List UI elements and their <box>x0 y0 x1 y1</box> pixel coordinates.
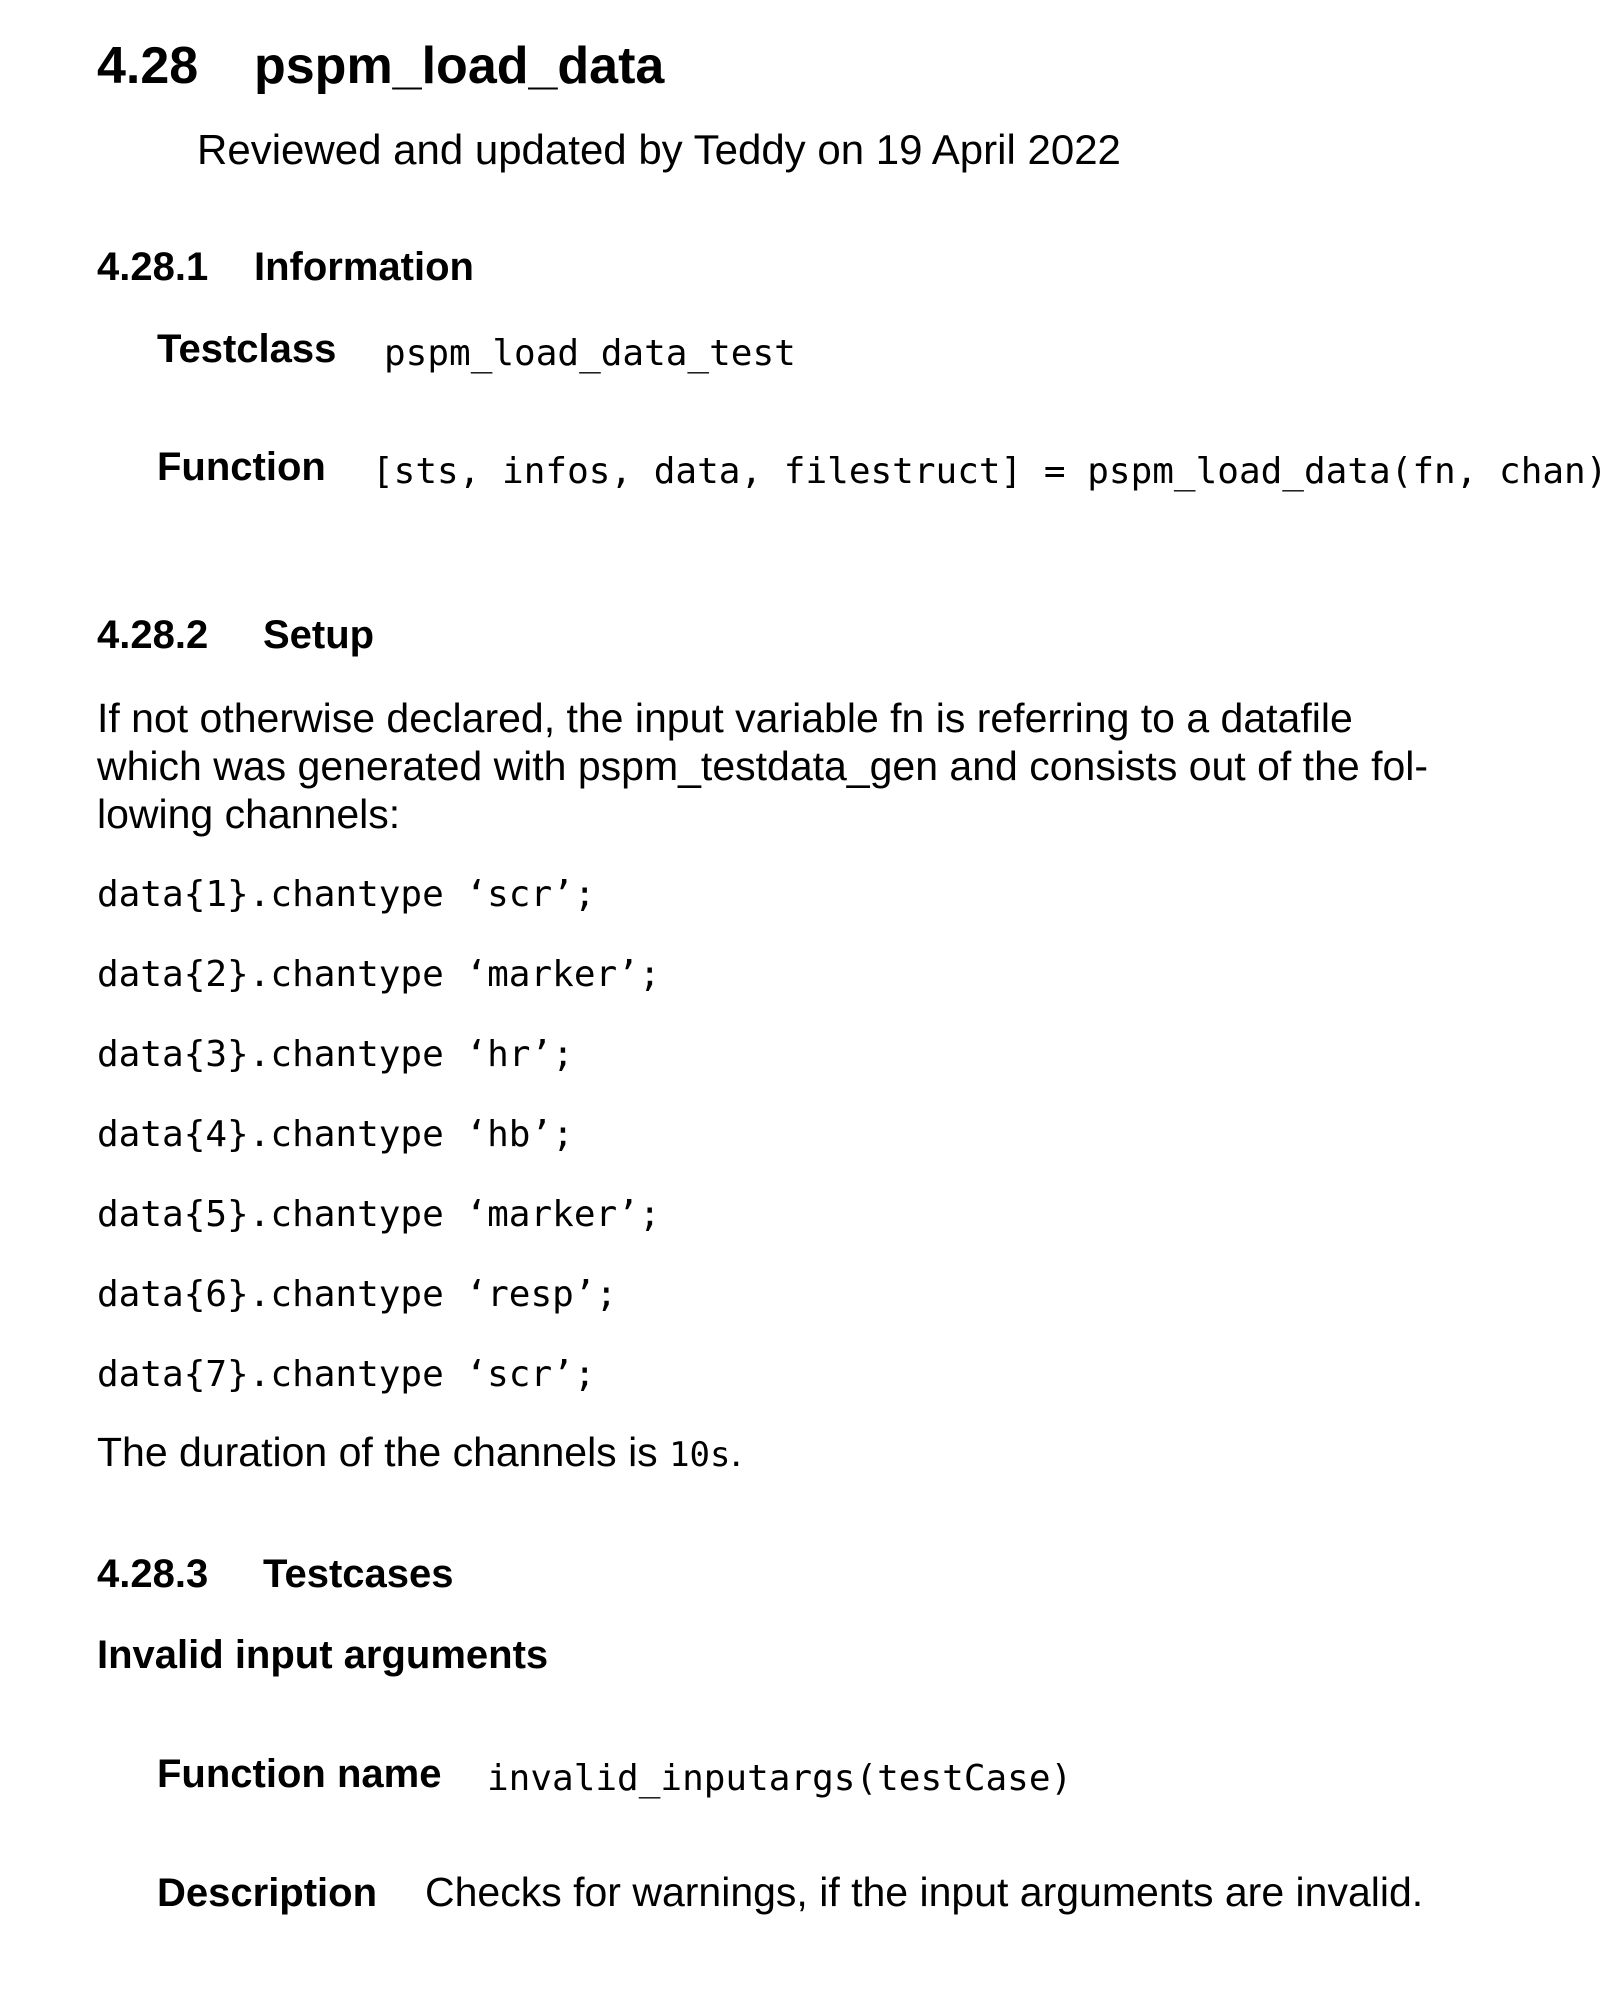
testclass-label: Testclass <box>157 327 337 371</box>
testclass-value: pspm_load_data_test <box>384 333 796 374</box>
duration-prefix: The duration of the channels is <box>97 1429 670 1475</box>
setup-paragraph <box>97 694 1428 838</box>
information-heading <box>97 245 474 290</box>
setup-title: Setup <box>263 613 375 657</box>
description-label: Description <box>157 1871 378 1915</box>
section-title: pspm_load_data <box>254 37 665 95</box>
setup-heading <box>97 613 374 658</box>
section-heading <box>97 36 664 96</box>
testcases-title: Testcases <box>263 1552 454 1596</box>
channel-line: data{1}.chantype ‘scr’; <box>97 874 596 915</box>
description-value: Checks for warnings, if the input arguments are invalid. <box>425 1869 1424 1915</box>
channel-line: data{6}.chantype ‘resp’; <box>97 1274 618 1315</box>
function-label: Function <box>157 445 326 489</box>
function-signature: [sts, infos, data, filestruct] = pspm_load_data(fn, chan) <box>372 451 1608 492</box>
setup-paragraph-line: lowing channels: <box>97 791 401 837</box>
channel-line: data{4}.chantype ‘hb’; <box>97 1114 574 1155</box>
channel-line: data{5}.chantype ‘marker’; <box>97 1194 661 1235</box>
setup-paragraph-line: which was generated with pspm_testdata_gen and consists out of the fol- <box>97 743 1429 789</box>
testcases-heading <box>97 1552 454 1597</box>
setup-number: 4.28.2 <box>97 613 209 657</box>
function-name-value: invalid_inputargs(testCase) <box>487 1758 1073 1799</box>
duration-sentence <box>97 1429 742 1476</box>
duration-suffix: . <box>730 1429 742 1475</box>
information-title: Information <box>254 245 474 289</box>
section-number: 4.28 <box>97 37 199 95</box>
invalid-args-subheading: Invalid input arguments <box>97 1633 549 1677</box>
review-note: Reviewed and updated by Teddy on 19 April 2022 <box>197 126 1121 173</box>
testcases-number: 4.28.3 <box>97 1552 209 1596</box>
channel-line: data{7}.chantype ‘scr’; <box>97 1354 596 1395</box>
function-name-label: Function name <box>157 1752 442 1796</box>
setup-paragraph-line: If not otherwise declared, the input variable fn is referring to a datafile <box>97 695 1353 741</box>
channel-line: data{3}.chantype ‘hr’; <box>97 1034 574 1075</box>
duration-value: 10s <box>669 1435 731 1475</box>
information-number: 4.28.1 <box>97 245 209 289</box>
channel-line: data{2}.chantype ‘marker’; <box>97 954 661 995</box>
